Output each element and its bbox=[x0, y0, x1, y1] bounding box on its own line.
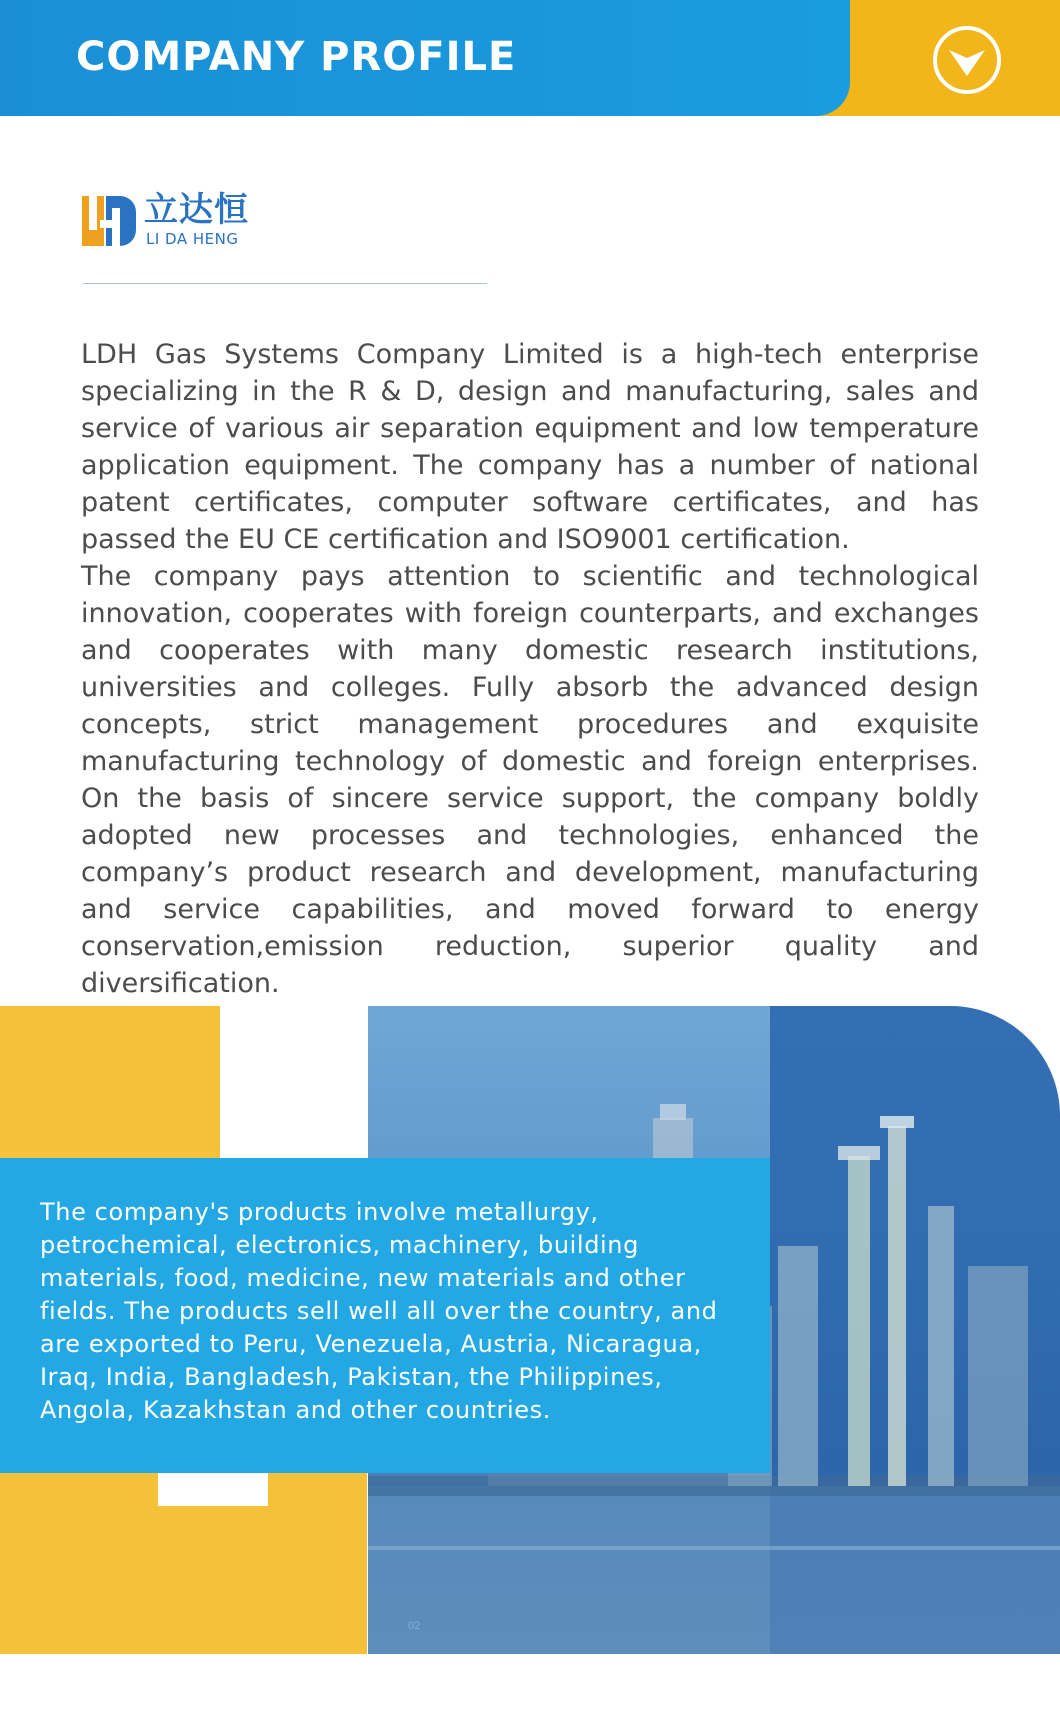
company-logo bbox=[82, 192, 262, 252]
divider bbox=[83, 283, 487, 284]
intro-paragraph: The company pays attention to scientific and technological innovation, cooperates with foreign counterparts, and exchanges and cooperates with many domestic research institutions, universities and colleges. Fully absorb the advanced design concepts, strict management procedures and exquisite manufacturing technology of domestic and foreign enterprises. On the basis of sincere service support, the company boldly adopted new processes and technologies, enhanced the company’s product research and development, manufacturing and service capabilities, and moved forward to energy conservation,emission reduction, superior quality and diversification. bbox=[81, 561, 979, 999]
page-number: 02 bbox=[408, 1620, 421, 1632]
products-panel bbox=[0, 1158, 770, 1473]
company-intro bbox=[81, 336, 979, 1002]
header-bar bbox=[0, 0, 850, 116]
chevron-down-circle-icon[interactable] bbox=[931, 24, 1003, 96]
products-text: The company's products involve metallurgy, petrochemical, electronics, machinery, building materials, food, medicine, new materials and other fields. The products sell well all over the country, and are exported to Peru, Venezuela, Austria, Nicaragua, Iraq, India, Bangladesh, Pakistan, the Philippines, Angola, Kazakhstan and other countries. bbox=[40, 1198, 718, 1424]
logo-english-name: LI DA HENG bbox=[146, 230, 239, 248]
decorative-block bbox=[0, 1006, 220, 1158]
page-title: COMPANY PROFILE bbox=[76, 34, 517, 80]
ldh-logo-mark-icon bbox=[82, 194, 136, 248]
products-section bbox=[0, 1006, 1060, 1654]
intro-paragraph: LDH Gas Systems Company Limited is a high-tech enterprise specializing in the R & D, design and manufacturing, sales and service of various air separation equipment and low temperature application equipment. The company has a number of national patent certificates, computer software certificates, and has passed the EU CE certification and ISO9001 certification. bbox=[81, 339, 979, 555]
logo-chinese-name: 立达恒 bbox=[144, 190, 249, 230]
